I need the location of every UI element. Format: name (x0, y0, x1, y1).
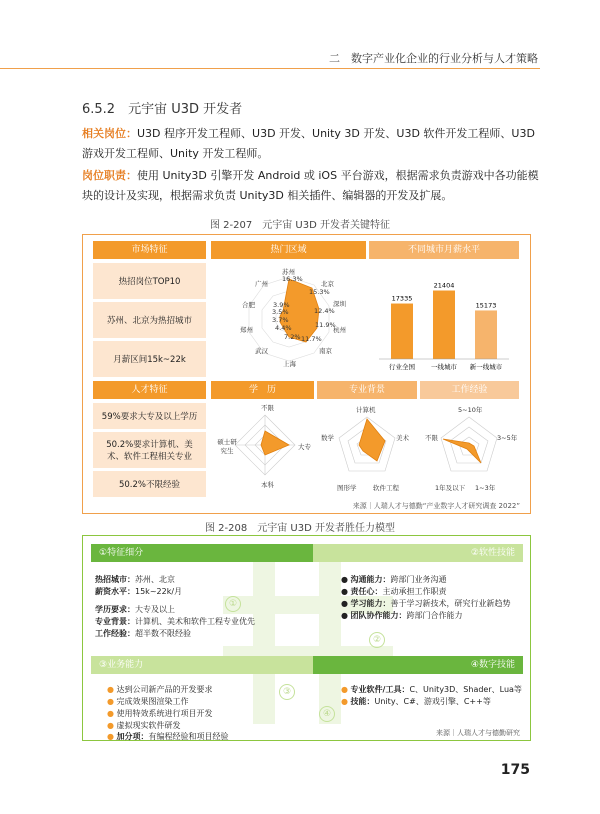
digital-skill-item: ● 专业软件/工具：C、Unity3D、Shader、Lua等 (341, 685, 522, 694)
experience-radar (437, 413, 501, 483)
major-label: 图形学 (337, 484, 357, 492)
salary-category-label: 新一线城市 (469, 363, 503, 371)
salary-bar-chart (369, 263, 519, 377)
talent-header: 人才特征 (93, 381, 206, 399)
header-rule (0, 68, 540, 69)
major-label: 软件工程 (373, 484, 399, 492)
salary-category-label: 行业全国 (389, 363, 415, 371)
business-item: ● 虚拟现实软件研发 (107, 721, 181, 730)
radar-value: 16.3% (282, 275, 303, 283)
salary-bar (433, 291, 455, 359)
major-label: 数学 (321, 434, 334, 442)
radar-value: 3.7% (272, 316, 289, 324)
salary-value-label: 15173 (475, 301, 497, 310)
bar-soft-skills: ②软性技能 (313, 544, 523, 562)
major-radar (335, 413, 399, 483)
exp-label: 3~5年 (497, 434, 518, 442)
salary-value-label: 17335 (391, 294, 413, 303)
para2-label: 岗位职责： (82, 169, 137, 182)
edu-label: 本科 (261, 481, 274, 489)
radar-value: 15.3% (309, 288, 330, 296)
fig2-source: 来源｜人瑞人才与德勤研究 (436, 729, 520, 737)
section-title: 6.5.2 元宇宙 U3D 开发者 (82, 102, 243, 117)
circle-num: ③ (279, 684, 295, 700)
business-item: ● 达到公司新产品的开发要求 (107, 685, 213, 694)
feature-item: 工作经验：超半数不限经验 (95, 629, 191, 638)
business-item: ● 使用特效系统进行项目开发 (107, 709, 213, 718)
business-item: ● 加分项：有编程经验和项目经验 (107, 732, 229, 741)
feature-item: 薪资水平：15k~22k/月 (95, 587, 183, 596)
fig2-competency-model (82, 535, 531, 741)
salary-value-label: 21404 (433, 281, 455, 290)
digital-skill-item: ● 技能：Unity、C#、游戏引擎、C++等 (341, 697, 491, 706)
salary-bar (391, 304, 413, 359)
para-related-positions (82, 124, 542, 164)
talent-item: 59%要求大专及以上学历 (93, 403, 206, 429)
running-header-title: 二 数字产业化企业的行业分析与人才策略 (329, 52, 538, 65)
soft-skill-item: ● 学习能力：善于学习新技术，研究行业新趋势 (341, 599, 511, 608)
talent-item: 50.2%不限经验 (93, 471, 206, 497)
feature-item: 热招城市：苏州、北京 (95, 575, 175, 584)
radar-label: 广州 (255, 280, 268, 288)
bar-feature: ①特征细分 (91, 544, 313, 562)
major-label: 计算机 (356, 406, 376, 414)
radar-label: 合肥 (242, 301, 255, 309)
exp-label: 5~10年 (458, 406, 483, 414)
running-header (0, 46, 600, 68)
feature-item: 学历要求：大专及以上 (95, 605, 175, 614)
business-item: ● 完成效果图渲染工作 (107, 697, 189, 706)
talent-item: 50.2%要求计算机、美术、软件工程相关专业 (93, 432, 206, 468)
radar-value: 4.4% (275, 324, 292, 332)
circle-num: ④ (319, 706, 335, 722)
para2-text: 使用 Unity3D 引擎开发 Android 或 iOS 平台游戏，根据需求负责游戏中各功能模块的设计及实现，根据需求负责 Unity3D 相关插件、编辑器的开发及扩展。 (82, 169, 539, 202)
bar-digital: ④数字技能 (313, 656, 523, 674)
para-responsibilities (82, 166, 542, 206)
exp-label: 不限 (425, 434, 438, 442)
edu-label: 大专 (298, 443, 311, 451)
para1-text: U3D 程序开发工程师、U3D 开发、Unity 3D 开发、U3D 软件开发工程师、U3D 游戏开发工程师、Unity 开发工程师。 (82, 127, 535, 160)
edu-label: 不限 (261, 404, 274, 412)
major-header: 专业背景 (317, 381, 417, 399)
market-item: 热招岗位TOP10 (93, 263, 206, 299)
circle-num: ① (225, 596, 241, 612)
radar-value: 11.9% (315, 321, 336, 329)
fig1-caption: 图 2-207 元宇宙 U3D 开发者关键特征 (210, 220, 390, 231)
fig2-caption: 图 2-208 元宇宙 U3D 开发者胜任力模型 (205, 523, 395, 534)
experience-polygon (443, 439, 481, 463)
radar-label: 北京 (321, 280, 334, 288)
soft-skill-item: ● 责任心：主动承担工作职责 (341, 587, 447, 596)
education-radar (233, 405, 303, 485)
radar-value: 7.2% (284, 333, 301, 341)
major-label: 美术 (396, 434, 409, 442)
radar-label: 郑州 (240, 326, 253, 334)
experience-header: 工作经验 (420, 381, 519, 399)
exp-label: 1年及以下 (435, 484, 466, 492)
soft-skill-item: ● 团队协作能力：跨部门合作能力 (341, 611, 463, 620)
page-number: 175 (500, 762, 530, 778)
salary-bar (475, 310, 497, 359)
radar-value: 3.9% (273, 301, 290, 309)
radar-value: 3.5% (272, 308, 289, 316)
feature-item: 专业背景：计算机、美术和软件工程专业优先 (95, 617, 255, 626)
salary-category-label: 一线城市 (431, 363, 457, 371)
radar-value: 12.4% (314, 307, 335, 315)
soft-skill-item: ● 沟通能力：跨部门业务沟通 (341, 575, 447, 584)
radar-label: 苏州 (282, 268, 295, 276)
hot-region-header: 热门区域 (211, 241, 366, 259)
radar-label: 武汉 (255, 347, 268, 355)
para1-label: 相关岗位： (82, 127, 137, 140)
education-header: 学 历 (211, 381, 314, 399)
fig1-key-features (82, 234, 531, 514)
fig1-source: 来源｜人瑞人才与德勤“产业数字人才研究调查 2022” (352, 502, 520, 510)
bar-business: ③业务能力 (91, 656, 313, 674)
edu-label: 硕士研究生 (217, 438, 237, 455)
radar-label: 上海 (283, 360, 296, 368)
radar-label: 杭州 (333, 326, 346, 334)
market-item: 苏州、北京为热招城市 (93, 302, 206, 338)
market-item: 月薪区间15k~22k (93, 341, 206, 377)
salary-header: 不同城市月薪水平 (369, 241, 519, 259)
market-header: 市场特征 (93, 241, 206, 259)
circle-num: ② (369, 632, 385, 648)
radar-value: 11.7% (301, 335, 322, 343)
exp-label: 1~3年 (475, 484, 496, 492)
radar-label: 深圳 (333, 300, 346, 308)
radar-label: 南京 (319, 347, 332, 355)
